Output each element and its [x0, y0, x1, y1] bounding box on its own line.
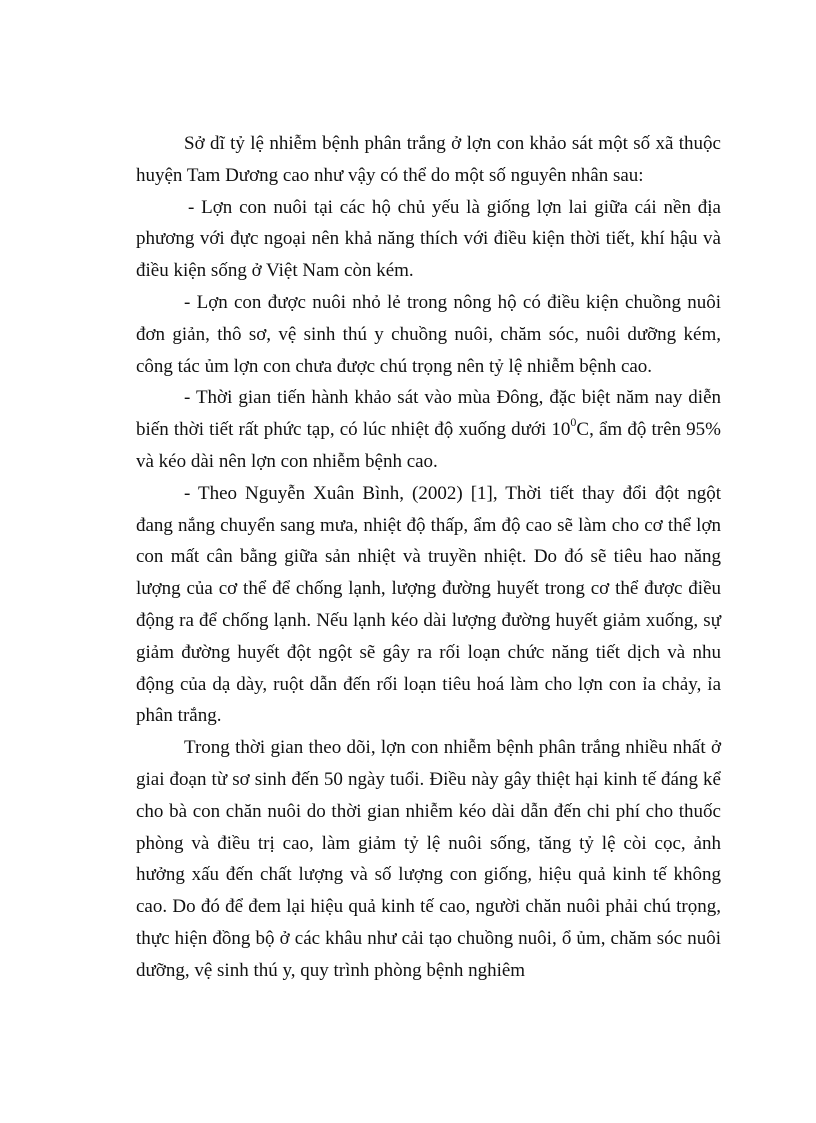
weather-text-tail: C, ẩm độ trên 95% và kéo dài nên lợn con nhiễm bệnh cao. — [136, 419, 721, 472]
degree-superscript: 0 — [570, 414, 577, 429]
weather-text: - Thời gian tiến hành khảo sát vào mùa Đông, đặc biệt năm nay diễn biến thời tiết rất phức tạp, có lúc nhiệt độ xuống dưới 10 — [136, 387, 721, 441]
paragraph-cause-weather — [136, 382, 721, 477]
paragraph-cause-breed: - Lợn con nuôi tại các hộ chủ yếu là giống lợn lai giữa cái nền địa phương với đực ngoại nên khả năng thích với điều kiện thời tiết, khí hậu và điều kiện sống ở Việt Nam còn kém. — [136, 196, 721, 282]
paragraph-citation: - Theo Nguyễn Xuân Bình, (2002) [1], Thời tiết thay đổi đột ngột đang nắng chuyển sang mưa, nhiệt độ thấp, ẩm độ cao sẽ làm cho cơ thể lợn con mất cân bằng giữa sản nhiệt và truyền nhiệt. Do đó sẽ tiêu hao năng lượng của cơ thể để chống lạnh, lượng đường huyết trong cơ thể được điều động ra để chống lạnh. Nếu lạnh kéo dài lượng đường huyết giảm xuống, sự giảm đường huyết đột ngột sẽ gây ra rối loạn chức năng tiết dịch và nhu động của dạ dày, ruột dẫn đến rối loạn tiêu hoá làm cho lợn con ỉa chảy, ỉa phân trắng. — [136, 482, 721, 727]
paragraph-cause-housing: - Lợn con được nuôi nhỏ lẻ trong nông hộ có điều kiện chuồng nuôi đơn giản, thô sơ, vệ sinh thú y chuồng nuôi, chăm sóc, nuôi dưỡng kém, công tác ủm lợn con chưa được chú trọng nên tỷ lệ nhiễm bệnh cao. — [136, 291, 721, 377]
paragraph-intro: Sở dĩ tỷ lệ nhiễm bệnh phân trắng ở lợn con khảo sát một số xã thuộc huyện Tam Dương cao như vậy có thể do một số nguyên nhân sau: — [136, 133, 721, 186]
paragraph-conclusion: Trong thời gian theo dõi, lợn con nhiễm bệnh phân trắng nhiều nhất ở giai đoạn từ sơ sinh đến 50 ngày tuổi. Điều này gây thiệt hại kinh tế đáng kể cho bà con chăn nuôi do thời gian nhiễm kéo dài dẫn đến chi phí cho thuốc phòng và điều trị cao, làm giảm tỷ lệ nuôi sống, tăng tỷ lệ còi cọc, ảnh hưởng xấu đến chất lượng và số lượng con giống, hiệu quả kinh tế không cao. Do đó để đem lại hiệu quả kinh tế cao, người chăn nuôi phải chú trọng, thực hiện đồng bộ ở các khâu như cải tạo chuồng nuôi, ổ ủm, chăm sóc nuôi dưỡng, vệ sinh thú y, quy trình phòng bệnh nghiêm — [136, 737, 721, 981]
document-body — [136, 128, 721, 987]
